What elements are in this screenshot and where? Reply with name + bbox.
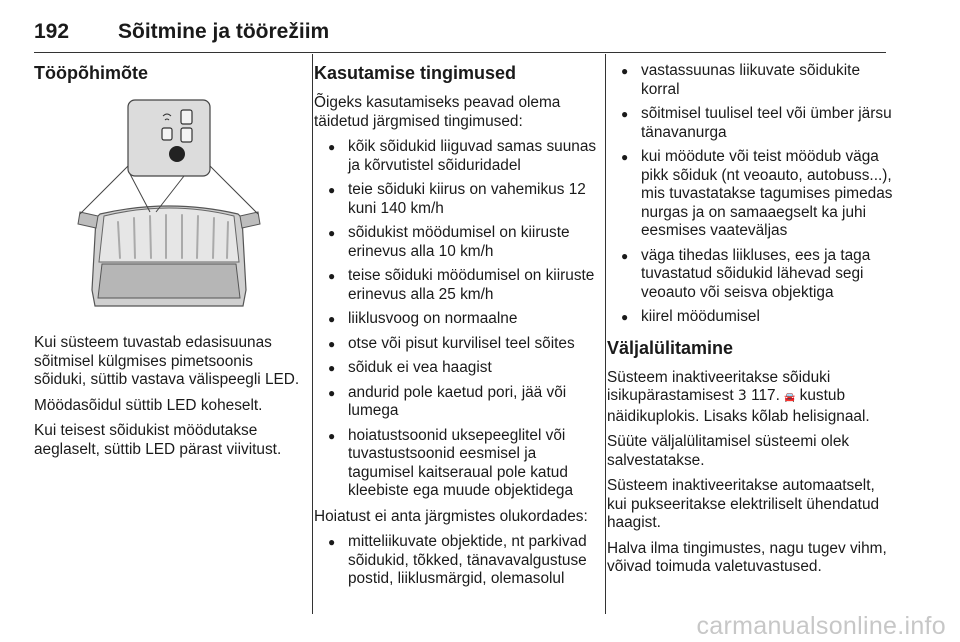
- blind-spot-indicator-icon: 🚘: [784, 393, 796, 403]
- list-item: ● andurid pole kaetud pori, jää või lumega: [314, 384, 600, 421]
- column-divider-1: [312, 54, 313, 614]
- page-reference-arrow-icon: 3: [737, 388, 747, 404]
- list-item: ● mitteliikuvate objektide, nt parkivad sõidukid, tõkked, tänavavalgustuse postid, liiklusmärgid, olemasolul: [314, 533, 600, 589]
- paragraph-trailer: Süsteem inaktiveeritakse automaatselt, kui pukseeritakse elektriliselt ühendatud haagist.: [607, 477, 880, 531]
- list-item: ● liiklusvoog on normaalne: [314, 310, 600, 329]
- column-2: [314, 62, 600, 596]
- page-title: Sõitmine ja töörežiim: [118, 20, 330, 43]
- vehicle-blind-spot-diagram: [34, 94, 304, 316]
- list-item: ● sõiduk ei vea haagist: [314, 359, 600, 378]
- page-header: [34, 20, 886, 50]
- list-item: ● sõitmisel tuulisel teel või ümber järsu tänavanurga: [607, 105, 897, 142]
- section-heading-deactivation: Väljalülitamine: [607, 337, 734, 358]
- paragraph-deactivation: [607, 369, 897, 427]
- paragraph-passing: Möödasõidul süttib LED koheselt.: [34, 396, 263, 414]
- page-reference-link[interactable]: 117.: [751, 387, 780, 404]
- no-warning-intro: Hoiatust ei anta järgmistes olukordades:: [314, 507, 588, 525]
- list-item: ● väga tihedas liikluses, ees ja taga tuvastatud sõidukid lähevad segi veoauto või seisva objektiga: [607, 247, 897, 303]
- list-item: ● vastassuunas liikuvate sõidukite korral: [607, 62, 897, 99]
- column-divider-2: [605, 54, 606, 614]
- column-3: [607, 62, 897, 584]
- paragraph-ignition-off: Süüte väljalülitamisel süsteemi olek salvestatakse.: [607, 433, 850, 469]
- list-item: ● otse või pisut kurvilisel teel sõites: [314, 335, 600, 354]
- header-rule: [34, 52, 886, 53]
- column-1: [34, 62, 304, 466]
- paragraph-slow-passing: Kui teisest sõidukist möödutakse aeglaselt, süttib LED pärast viivitust.: [34, 422, 282, 458]
- list-item: ● teie sõiduki kiirus on vahemikus 12 kuni 140 km/h: [314, 181, 600, 218]
- paragraph-bad-weather: Halva ilma tingimustes, nagu tugev vihm, võivad toimuda valetuvastused.: [607, 539, 887, 575]
- list-item: ● teise sõiduki möödumisel on kiiruste erinevus alla 25 km/h: [314, 267, 600, 304]
- conditions-list: [314, 138, 600, 501]
- watermark: carmanualsonline.info: [696, 612, 946, 640]
- list-item: ● kiirel möödumisel: [607, 308, 897, 327]
- no-warning-list: [314, 533, 600, 589]
- list-item: ● kui möödute või teist möödub väga pikk sõiduk (nt veoauto, autobuss...), mis tuvastatakse tagumises pimedas nurgas ja on samaaegselt ka juhi eesmises vaateväljas: [607, 148, 897, 241]
- list-item: ● hoiatustsoonid uksepeeglitel või tuvastustsoonid eesmisel ja tagumisel kaitseraual pole katud kleebiste ega muude objektidega: [314, 427, 600, 501]
- page-number: 192: [34, 20, 70, 43]
- deactivation-text-continued: kustub näidikuplokis. Lisaks kõlab helisignaal.: [607, 387, 870, 425]
- list-item: ● kõik sõidukid liiguvad samas suunas ja kõrvutistel sõiduridadel: [314, 138, 600, 175]
- no-warning-list-continued: [607, 62, 897, 327]
- section-heading-operation: Tööpõhimõte: [34, 63, 148, 83]
- section-heading-conditions: Kasutamise tingimused: [314, 63, 517, 83]
- list-item: ● sõidukist möödumisel on kiiruste erinevus alla 10 km/h: [314, 224, 600, 261]
- paragraph-detection: Kui süsteem tuvastab edasisuunas sõitmisel külgmises pimetsoonis sõiduki, süttib vastava välispeegli LED.: [34, 334, 300, 388]
- deactivation-text: Süsteem inaktiveeritakse sõiduki isikupärastamisest: [607, 368, 831, 404]
- vehicle-rear-illustration: [34, 94, 304, 316]
- conditions-intro: Õigeks kasutamiseks peavad olema täidetud järgmised tingimused:: [314, 94, 561, 130]
